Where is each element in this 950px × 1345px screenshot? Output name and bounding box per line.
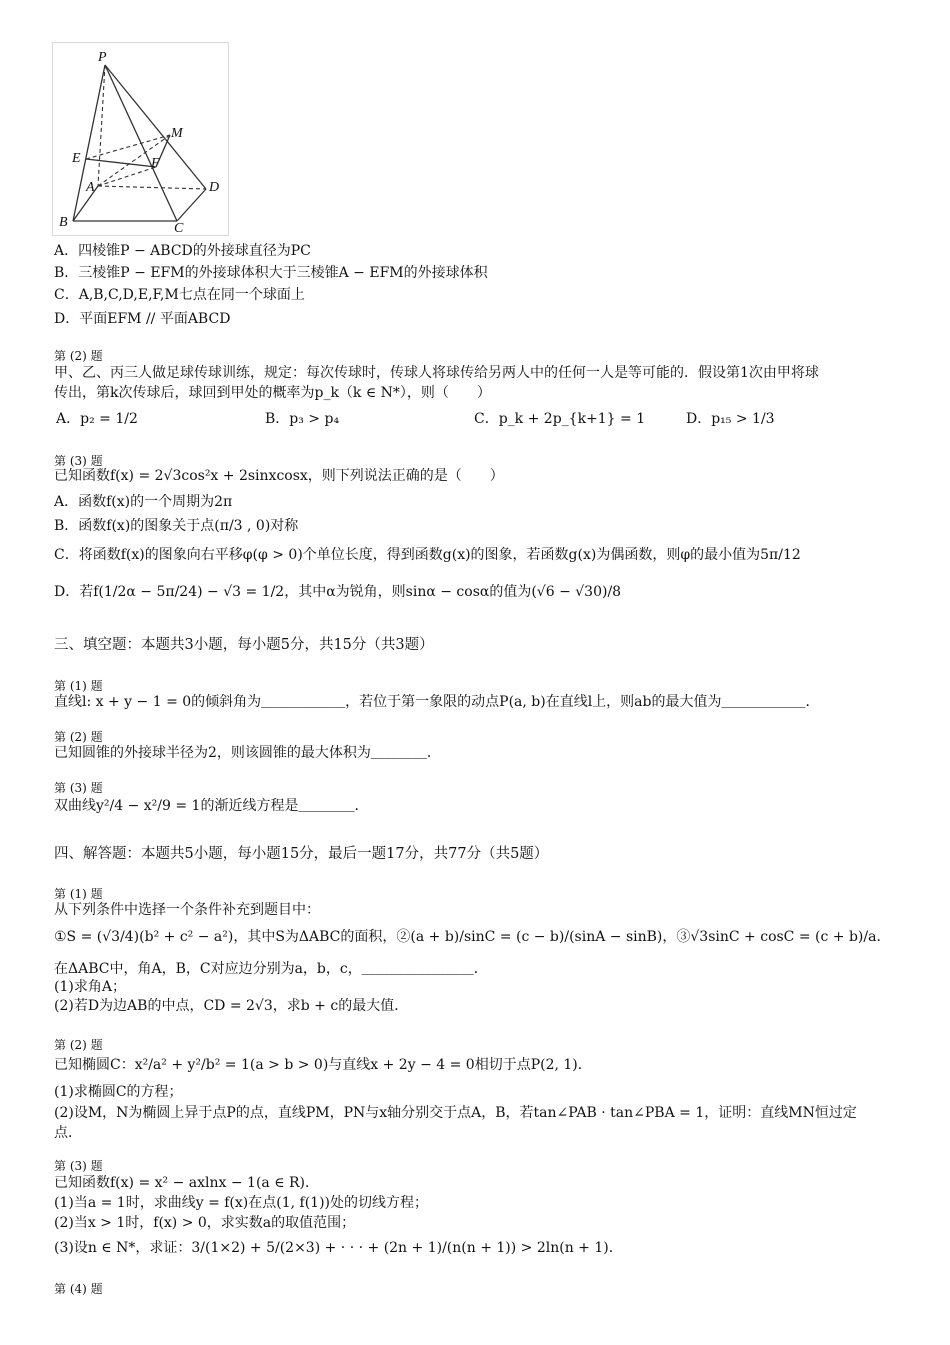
q3-option-b: B．函数f(x)的图象关于点(π/3 , 0)对称 xyxy=(54,518,299,534)
fill-q2-text: 已知圆锥的外接球半径为2，则该圆锥的最大体积为＿＿＿＿． xyxy=(54,745,441,761)
solve-q1-part1: (1)求角A； xyxy=(54,979,126,995)
solve-q2-part2: (2)设M，N为椭圆上异于点P的点，直线PM，PN与x轴分别交于点A，B，若tan∠PAB · tan∠PBA = 1，证明：直线MN恒过定 xyxy=(54,1105,857,1121)
solve-q1-conditions: ①S = (√3/4)(b² + c² − a²)，其中S为ΔABC的面积，②(a + b)/sinC = (c − b)/(sinA − sinB)，③√3sinC + cosC = (c + b)/a． xyxy=(54,929,891,945)
solve-q1-line1: 从下列条件中选择一个条件补充到题目中： xyxy=(54,902,320,918)
q1-option-a: A．四棱锥P − ABCD的外接球直径为PC xyxy=(54,243,311,259)
q2-number: 第 (2) 题 xyxy=(54,349,103,363)
q3-option-d: D．若f(1/2α − 5π/24) − √3 = 1/2，其中α为锐角，则sinα − cosα的值为(√6 − √30)/8 xyxy=(54,584,622,600)
fill-q3-text: 双曲线y²/4 − x²/9 = 1的渐近线方程是＿＿＿＿． xyxy=(54,798,369,814)
vertex-label-e: E xyxy=(72,151,81,166)
solve-q3-part3: (3)设n ∈ N*，求证：3/(1×2) + 5/(2×3) + · · · + (2n + 1)/(n(n + 1)) > 2ln(n + 1)． xyxy=(54,1240,623,1256)
q3-stem: 已知函数f(x) = 2√3cos²x + 2sinxcosx，则下列说法正确的是（ ） xyxy=(54,468,504,484)
q1-option-d: D．平面EFM // 平面ABCD xyxy=(54,311,231,327)
q2-option-a: A．p₂ = 1/2 xyxy=(56,411,138,427)
solve-q2-line1: 已知椭圆C：x²/a² + y²/b² = 1(a > b > 0)与直线x + 2y − 4 = 0相切于点P(2, 1)． xyxy=(54,1057,592,1073)
solve-q2-part1: (1)求椭圆C的方程； xyxy=(54,1084,183,1100)
q3-number: 第 (3) 题 xyxy=(54,454,103,468)
vertex-label-a: A xyxy=(86,180,95,195)
q1-option-c: C．A,B,C,D,E,F,M七点在同一个球面上 xyxy=(54,287,305,303)
solve-q2-number: 第 (2) 题 xyxy=(54,1038,103,1052)
solve-q1-part2: (2)若D为边AB的中点，CD = 2√3，求b + c的最大值． xyxy=(54,998,409,1014)
pyramid-diagram xyxy=(53,43,228,235)
q2-stem-line2: 传出，第k次传球后，球回到甲处的概率为p_k（k ∈ N*），则（ ） xyxy=(54,385,491,401)
vertex-label-p: P xyxy=(98,50,107,65)
vertex-label-d: D xyxy=(209,180,220,195)
q3-option-c: C．将函数f(x)的图象向右平移φ(φ > 0)个单位长度，得到函数g(x)的图象，若函数g(x)为偶函数，则φ的最小值为5π/12 xyxy=(54,547,801,563)
section-fill-in-title: 三、填空题：本题共3小题，每小题5分，共15分（共3题） xyxy=(54,637,434,653)
solve-q2-part2-cont: 点． xyxy=(54,1125,82,1141)
q2-option-d: D．p₁₅ > 1/3 xyxy=(686,411,775,427)
solve-q3-line1: 已知函数f(x) = x² − axlnx − 1(a ∈ R)． xyxy=(54,1175,320,1191)
fill-q3-number: 第 (3) 题 xyxy=(54,781,103,795)
pyramid-figure xyxy=(52,42,229,236)
fill-q1-text: 直线l: x + y − 1 = 0的倾斜角为＿＿＿＿＿＿，若位于第一象限的动点P(a, b)在直线l上，则ab的最大值为＿＿＿＿＿＿． xyxy=(54,694,820,710)
solve-q1-line3: 在ΔABC中，角A，B，C对应边分别为a，b，c，＿＿＿＿＿＿＿＿． xyxy=(54,961,488,977)
q3-option-a: A．函数f(x)的一个周期为2π xyxy=(54,494,233,510)
solve-q3-part1: (1)当a = 1时，求曲线y = f(x)在点(1, f(1))处的切线方程； xyxy=(54,1195,429,1211)
vertex-label-b: B xyxy=(59,215,68,230)
vertex-label-f: F xyxy=(151,156,160,171)
q1-option-b: B．三棱锥P − EFM的外接球体积大于三棱锥A − EFM的外接球体积 xyxy=(54,265,488,281)
section-solve-title: 四、解答题：本题共5小题，每小题15分，最后一题17分，共77分（共5题） xyxy=(54,846,549,862)
solve-q3-number: 第 (3) 题 xyxy=(54,1159,103,1173)
solve-q1-number: 第 (1) 题 xyxy=(54,887,103,901)
vertex-label-c: C xyxy=(174,221,184,235)
solve-q4-number: 第 (4) 题 xyxy=(54,1282,103,1296)
q2-stem-line1: 甲、乙、丙三人做足球传球训练，规定：每次传球时，传球人将球传给另两人中的任何一人是等可能的．假设第1次由甲将球 xyxy=(54,365,819,381)
vertex-label-m: M xyxy=(171,126,183,141)
q2-option-c: C．p_k + 2p_{k+1} = 1 xyxy=(474,411,646,427)
q2-option-b: B．p₃ > p₄ xyxy=(265,411,340,427)
fill-q2-number: 第 (2) 题 xyxy=(54,730,103,744)
solve-q3-part2: (2)当x > 1时，f(x) > 0，求实数a的取值范围； xyxy=(54,1215,356,1231)
fill-q1-number: 第 (1) 题 xyxy=(54,679,103,693)
